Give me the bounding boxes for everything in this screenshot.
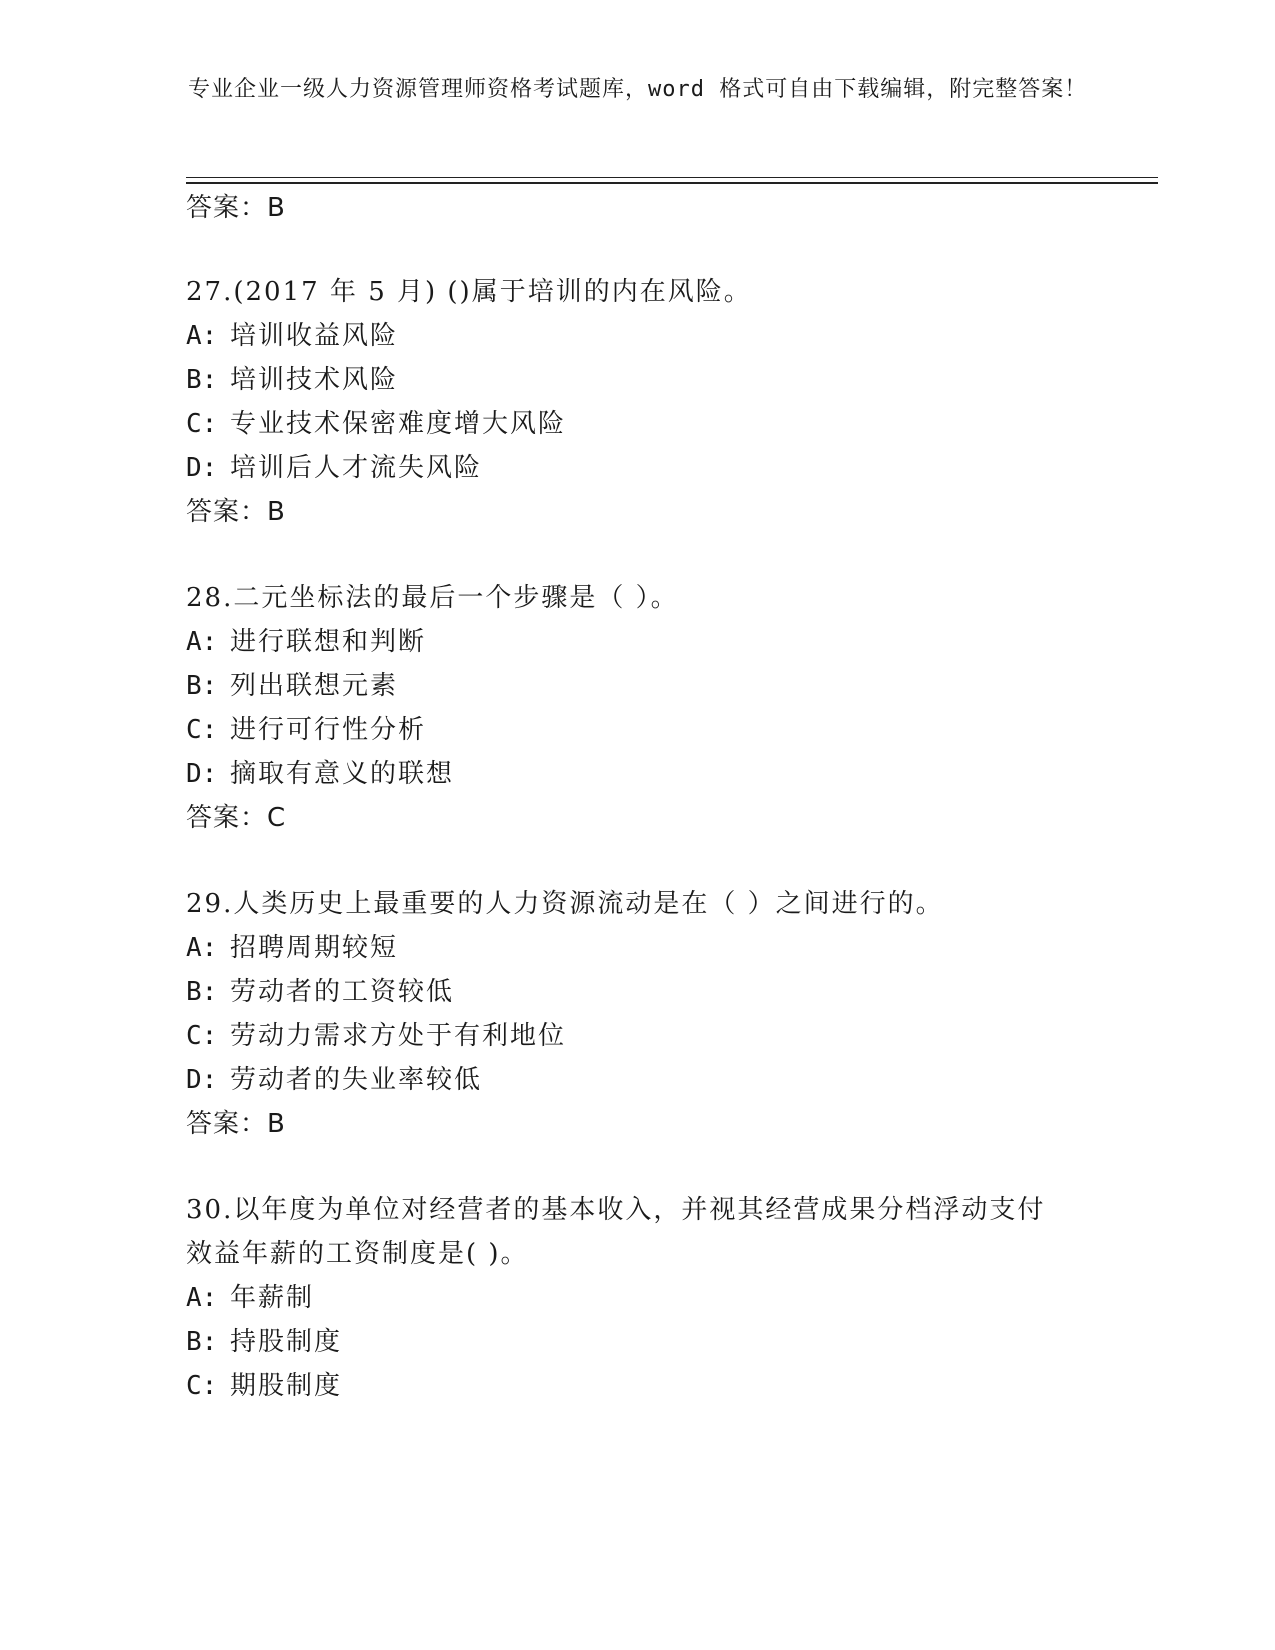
option-text: 持股制度 <box>230 1327 343 1357</box>
option-b <box>186 976 454 1008</box>
option-letter: B: <box>186 977 218 1007</box>
answer-line: 答案：B <box>186 1109 286 1139</box>
question-stem-continued: 效益年薪的工资制度是( )。 <box>186 1239 529 1269</box>
option-text: 列出联想元素 <box>230 671 399 701</box>
option-text: 劳动者的工资较低 <box>230 977 455 1007</box>
option-letter: B: <box>186 1327 218 1357</box>
question-stem: 30.以年度为单位对经营者的基本收入，并视其经营成果分档浮动支付 <box>186 1195 1046 1225</box>
question-stem: 29.人类历史上最重要的人力资源流动是在（ ）之间进行的。 <box>186 889 944 919</box>
option-letter: A: <box>186 933 218 963</box>
option-b <box>186 1326 342 1358</box>
header-divider-thin <box>186 177 1158 178</box>
option-text: 进行可行性分析 <box>230 715 427 745</box>
option-a <box>186 626 426 658</box>
option-d <box>186 758 454 790</box>
question-stem: 28.二元坐标法的最后一个步骤是（ ）。 <box>186 583 679 613</box>
option-text: 劳动力需求方处于有利地位 <box>230 1021 567 1051</box>
option-text: 培训技术风险 <box>230 365 399 395</box>
option-a <box>186 932 398 964</box>
option-c <box>186 408 566 440</box>
option-a <box>186 320 398 352</box>
option-text: 摘取有意义的联想 <box>230 759 455 789</box>
option-letter: C: <box>186 1371 218 1401</box>
option-text: 招聘周期较短 <box>230 933 399 963</box>
answer-line: 答案：B <box>186 193 286 223</box>
answer-line: 答案：B <box>186 497 286 527</box>
option-letter: C: <box>186 1021 218 1051</box>
option-b <box>186 670 398 702</box>
option-c <box>186 714 426 746</box>
option-letter: C: <box>186 409 218 439</box>
page-header: 专业企业一级人力资源管理师资格考试题库，word 格式可自由下载编辑，附完整答案！ <box>188 77 1088 102</box>
option-text: 年薪制 <box>230 1283 315 1313</box>
option-a <box>186 1282 314 1314</box>
option-letter: A: <box>186 321 218 351</box>
option-text: 期股制度 <box>230 1371 343 1401</box>
option-text: 专业技术保密难度增大风险 <box>230 409 567 439</box>
option-text: 劳动者的失业率较低 <box>230 1065 483 1095</box>
option-letter: A: <box>186 627 218 657</box>
option-c <box>186 1020 566 1052</box>
option-letter: B: <box>186 365 218 395</box>
option-letter: B: <box>186 671 218 701</box>
answer-line: 答案：C <box>186 803 287 833</box>
option-b <box>186 364 398 396</box>
option-letter: D: <box>186 453 218 483</box>
option-text: 进行联想和判断 <box>230 627 427 657</box>
option-text: 培训收益风险 <box>230 321 399 351</box>
option-letter: D: <box>186 1065 218 1095</box>
option-d <box>186 1064 482 1096</box>
question-stem: 27.(2017 年 5 月) ()属于培训的内在风险。 <box>186 277 752 307</box>
option-letter: A: <box>186 1283 218 1313</box>
option-letter: D: <box>186 759 218 789</box>
option-text: 培训后人才流失风险 <box>230 453 483 483</box>
header-divider-thick <box>186 182 1158 184</box>
option-letter: C: <box>186 715 218 745</box>
option-d <box>186 452 482 484</box>
option-c <box>186 1370 342 1402</box>
